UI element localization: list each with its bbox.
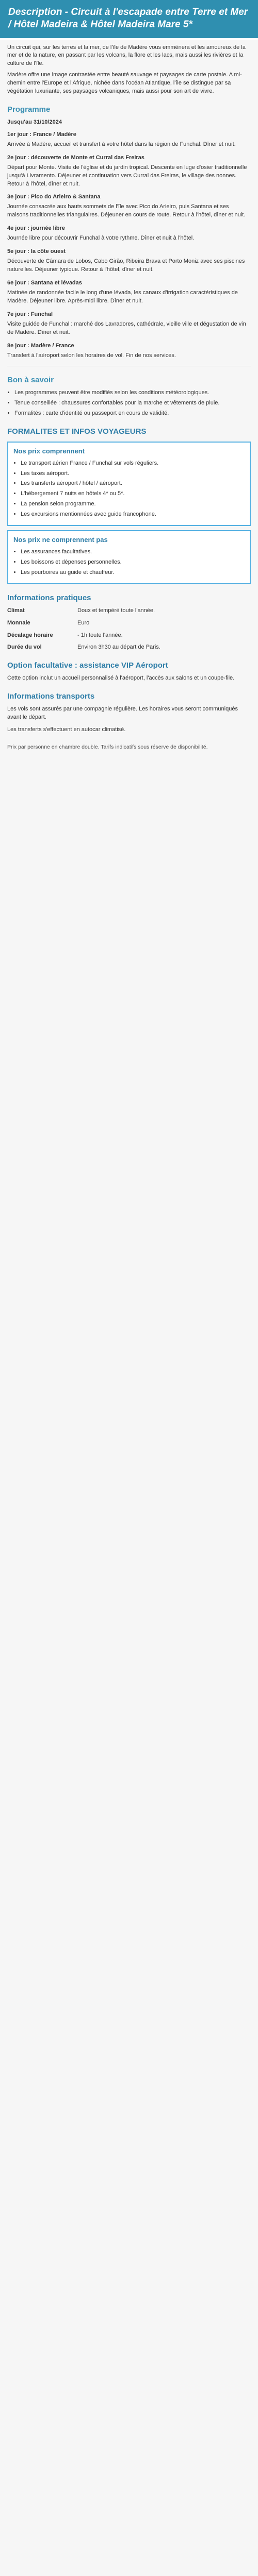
pratique-list [7,389,251,418]
included-item: • Les taxes aéroport. [21,470,245,478]
info-key: Climat [7,607,25,614]
day-card [7,248,251,274]
excluded-list [13,548,245,577]
info-row [7,619,251,628]
transport-heading: Informations transports [7,692,95,701]
excluded-item: • Les assurances facultatives. [21,548,245,556]
info-value: - 1h toute l'année. [77,632,123,638]
info-key: Durée du vol [7,644,42,651]
excluded-item: • Les boissons et dépenses personnelles. [21,558,245,567]
info-row [7,607,251,615]
day-card [7,311,251,337]
day-card [7,342,251,360]
infos-list [7,607,251,652]
day-card [7,193,251,219]
program-dates: Jusqu'au 31/10/2024 [7,118,62,125]
program-heading: Programme [7,105,51,114]
content [0,40,258,751]
assist-text: Cette option inclut un accueil personnalisé à l'aéroport, l'accès aux salons et un coupe-file. [7,675,235,682]
program-days [7,131,251,360]
day-title: 8e jour : Madère / France [7,342,74,349]
day-text: Arrivée à Madère, accueil et transfert à votre hôtel dans la région de Funchal. Dîner et nuit. [7,141,236,147]
pratique-item: • Formalités : carte d'identité ou passeport en cours de validité. [14,410,251,418]
info-key: Décalage horaire [7,632,53,638]
day-card [7,154,251,189]
info-value: Euro [77,619,90,626]
day-title: 5e jour : la côte ouest [7,248,66,255]
info-key: Monnaie [7,619,30,626]
pratique-heading: Bon à savoir [7,376,54,385]
included-item: • La pension selon programme. [21,500,245,509]
info-row [7,632,251,640]
page-banner [0,0,258,40]
info-value: Environ 3h30 au départ de Paris. [77,644,160,651]
pratique-item: • Tenue conseillée : chaussures confortables pour la marche et vêtements de pluie. [14,399,251,408]
day-title: 4e jour : journée libre [7,225,65,232]
footer-note: Prix par personne en chambre double. Tarifs indicatifs sous réserve de disponibilité. [7,743,208,750]
intro-p1: Un circuit qui, sur les terres et la mer, de l'île de Madère vous emmènera et les amoureux de la mer et de la nature, en passant par les volcans, la flore et les lacs, mais aussi les rivières et la culture de l'île. [7,44,246,67]
day-text: Matinée de randonnée facile le long d'une lévada, les canaux d'irrigation caractéristiques de Madère. Déjeuner libre. Après-midi libre. Dîner et nuit. [7,289,238,304]
page-title: Description - Circuit à l'escapade entre Terre et Mer / Hôtel Madeira & Hôtel Madeira Mare 5* [8,7,248,30]
included-item: • L'hébergement 7 nuits en hôtels 4* ou 5*. [21,490,245,498]
included-title: Nos prix comprennent [13,447,85,455]
excluded-title: Nos prix ne comprennent pas [13,536,108,544]
day-title: 1er jour : France / Madère [7,131,76,138]
intro [7,44,251,96]
included-item: • Le transport aérien France / Funchal sur vols réguliers. [21,460,245,468]
day-text: Journée libre pour découvrir Funchal à votre rythme. Dîner et nuit à l'hôtel. [7,235,195,242]
included-list [13,460,245,519]
excluded-box [7,530,251,584]
day-title: 2e jour : découverte de Monte et Curral das Freiras [7,154,144,161]
prestations-heading: FORMALITES ET INFOS VOYAGEURS [7,427,147,436]
day-text: Visite guidée de Funchal : marché dos Lavradores, cathédrale, vieille ville et dégustation de vin de Madère. Dîner et nuit. [7,320,246,335]
day-card [7,225,251,243]
day-text: Transfert à l'aéroport selon les horaires de vol. Fin de nos services. [7,352,176,359]
intro-p2: Madère offre une image contrastée entre beauté sauvage et paysages de carte postale. A mi-chemin entre l'Europe et l'Afrique, nichée dans l'océan Atlantique, l'île se distingue par sa végétation luxuriante, ses paysages volcaniques, mais aussi pour son art de vivre. [7,72,242,95]
excluded-item: • Les pourboires au guide et chauffeur. [21,569,245,577]
info-row [7,643,251,652]
day-card [7,131,251,149]
page [0,0,258,767]
transport-text-2: Les transferts s'effectuent en autocar climatisé. [7,726,126,733]
pratique-item: • Les programmes peuvent être modifiés selon les conditions météorologiques. [14,389,251,397]
infos-heading: Informations pratiques [7,593,91,602]
day-title: 6e jour : Santana et lévadas [7,279,82,286]
day-text: Journée consacrée aux hauts sommets de l'île avec Pico do Arieiro, puis Santana et ses maisons traditionnelles triangulaires. Déjeuner en cours de route. Retour à l'hôtel, dîner et nuit. [7,204,246,218]
included-box [7,442,251,526]
day-text: Départ pour Monte. Visite de l'église et du jardin tropical. Descente en luge d'osier traditionnelle jusqu'à Livramento. Déjeuner et continuation vers Curral das Freiras, le village des nonnes. Retour à l'hôtel, dîner et nuit. [7,164,247,187]
day-title: 3e jour : Pico do Arieiro & Santana [7,194,101,200]
included-item: • Les transferts aéroport / hôtel / aéroport. [21,480,245,488]
info-value: Doux et tempéré toute l'année. [77,607,155,614]
transport-text-1: Les vols sont assurés par une compagnie régulière. Les horaires vous seront communiqués avant le départ. [7,705,238,720]
day-text: Découverte de Câmara de Lobos, Cabo Girão, Ribeira Brava et Porto Moniz avec ses piscines naturelles. Déjeuner typique. Retour à l'hôtel, dîner et nuit. [7,258,245,273]
day-title: 7e jour : Funchal [7,311,53,317]
assist-heading: Option facultative : assistance VIP Aéroport [7,661,168,670]
included-item: • Les excursions mentionnées avec guide francophone. [21,511,245,519]
day-card [7,279,251,306]
